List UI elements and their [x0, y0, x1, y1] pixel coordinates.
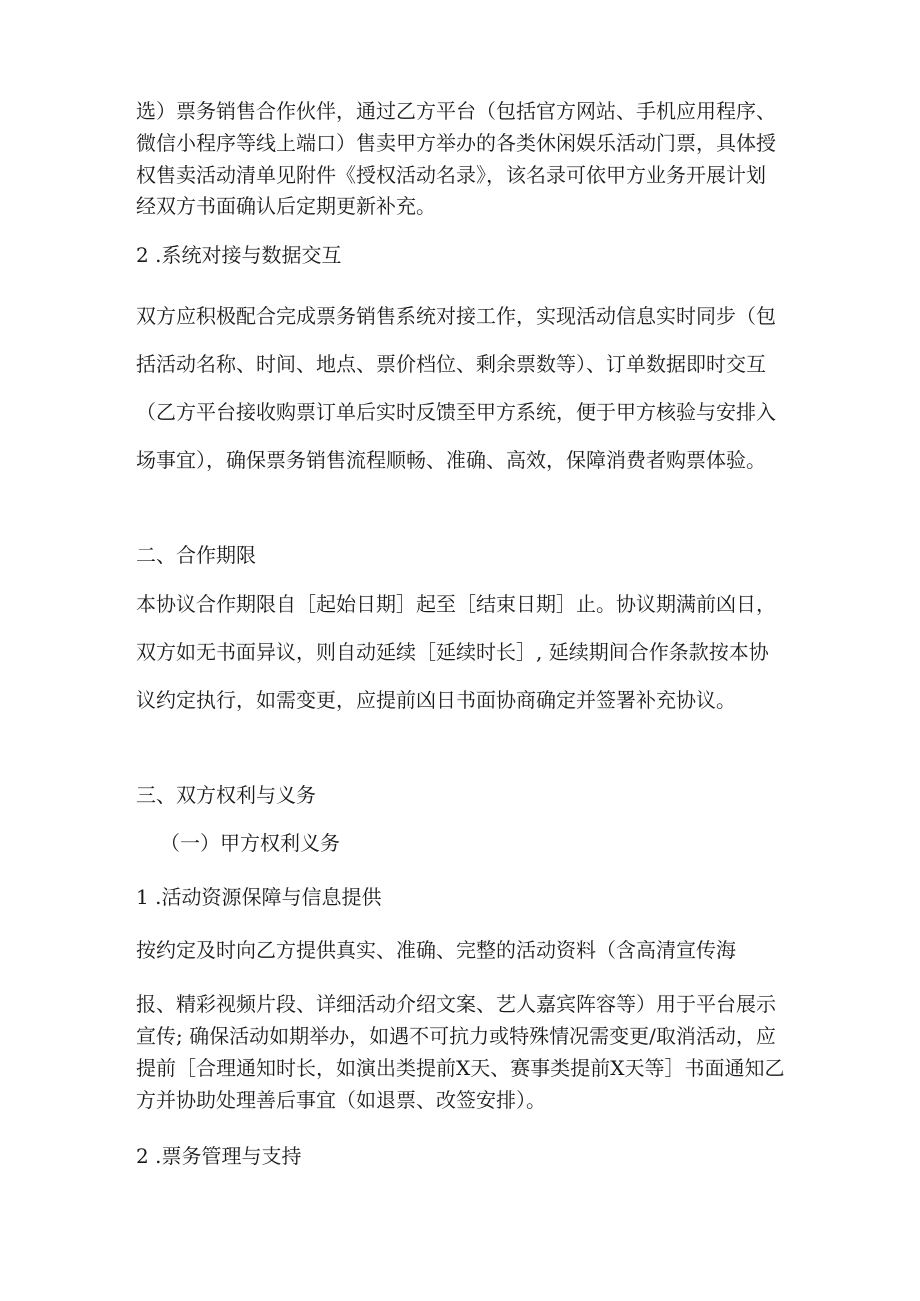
paragraph-resource-line-3: 宣传; 确保活动如期举办，如遇不可抗力或特殊情况需变更/取消活动，应: [136, 1024, 776, 1048]
paragraph-resource-line-1: 按约定及时向乙方提供真实、准确、完整的活动资料（含高清宣传海: [136, 938, 736, 962]
paragraph-scope-line-3: 权售卖活动清单见附件《授权活动名录》，该名录可依甲方业务开展计划: [136, 163, 766, 187]
heading-system-integration: 2 .系统对接与数据交互: [136, 243, 342, 267]
paragraph-term-line-3: 议约定执行，如需变更，应提前凶日书面协商确定并签署补充协议。: [136, 688, 736, 712]
heading-resource-guarantee: 1 .活动资源保障与信息提供: [136, 885, 382, 909]
heading-rights-obligations: 三、双方权利与义务: [136, 783, 316, 807]
paragraph-system-line-3: （乙方平台接收购票订单后实时反馈至甲方系统，便于甲方核验与安排入: [136, 400, 776, 424]
heading-ticket-management: 2 .票务管理与支持: [136, 1144, 302, 1168]
paragraph-scope-line-4: 经双方书面确认后定期更新补充。: [136, 194, 436, 218]
paragraph-system-line-2: 括活动名称、时间、地点、票价档位、剩余票数等）、订单数据即时交互: [136, 352, 766, 376]
subheading-party-a: （一）甲方权利义务: [160, 831, 340, 855]
paragraph-system-line-4: 场事宜），确保票务销售流程顺畅、准确、高效，保障消费者购票体验。: [136, 448, 766, 472]
paragraph-system-line-1: 双方应积极配合完成票务销售系统对接工作，实现活动信息实时同步（包: [136, 304, 776, 328]
paragraph-resource-line-5: 方并协助处理善后事宜（如退票、改签安排）。: [136, 1088, 546, 1112]
paragraph-term-line-1: 本协议合作期限自［起始日期］起至［结束日期］止。协议期满前凶日，: [136, 592, 776, 616]
paragraph-scope-line-1: 选）票务销售合作伙伴，通过乙方平台（包括官方网站、手机应用程序、: [136, 99, 776, 123]
paragraph-resource-line-4: 提前［合理通知时长，如演出类提前X天、赛事类提前X天等］书面通知乙: [136, 1056, 785, 1080]
paragraph-scope-line-2: 微信小程序等线上端口）售卖甲方举办的各类休闲娱乐活动门票，具体授: [136, 131, 776, 155]
paragraph-term-line-2: 双方如无书面异议，则自动延续［延续时长］, 延续期间合作条款按本协: [136, 640, 769, 664]
paragraph-resource-line-2: 报、精彩视频片段、详细活动介绍文案、艺人嘉宾阵容等）用于平台展示: [136, 992, 776, 1016]
heading-cooperation-term: 二、合作期限: [136, 543, 256, 567]
